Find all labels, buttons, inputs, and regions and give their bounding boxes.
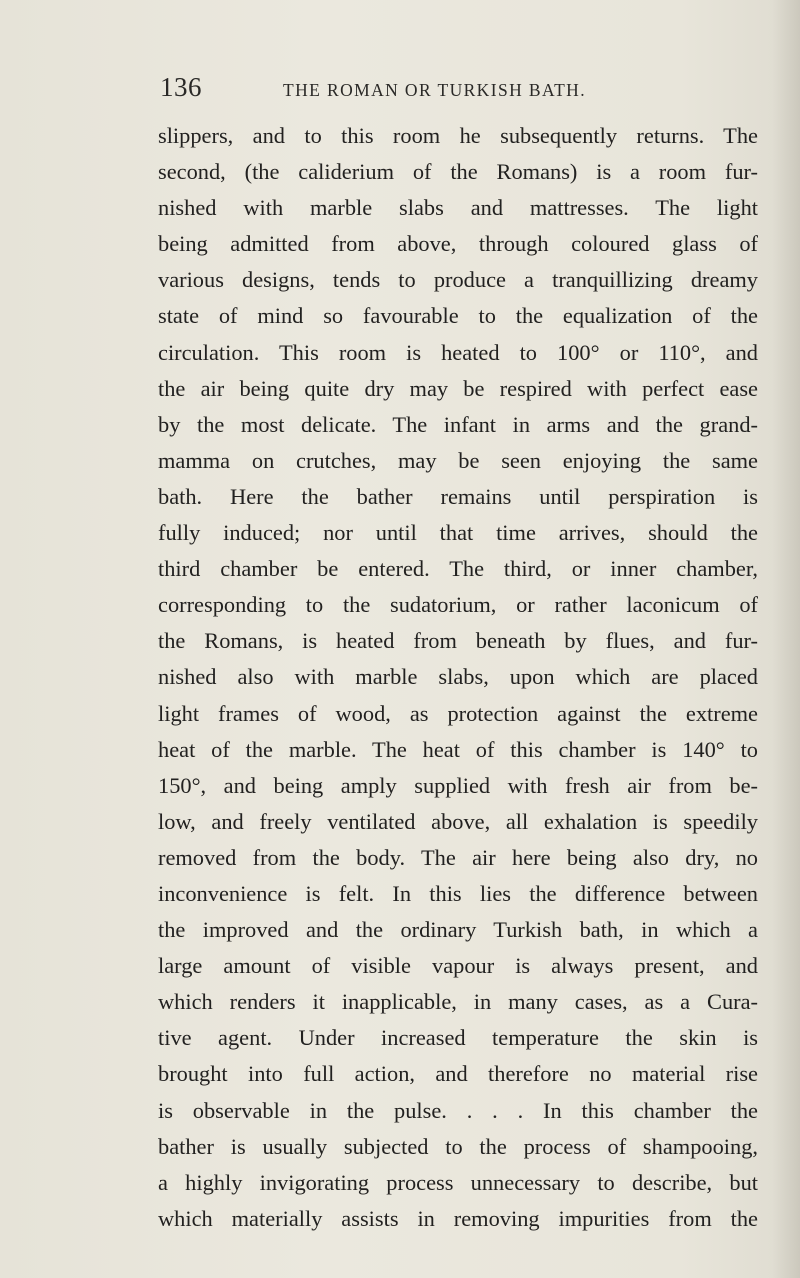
body-text — [158, 118, 758, 1237]
text-line: removed from the body. The air here being also dry, no — [158, 844, 758, 870]
text-line: which renders it inapplicable, in many cases, as a Cura- — [158, 989, 758, 1015]
text-line: 150°, and being amply supplied with fresh air from be- — [158, 772, 758, 798]
text-line: slippers, and to this room he subsequently returns. The — [158, 123, 758, 148]
text-line: nished also with marble slabs, upon which are placed — [158, 664, 758, 690]
text-line: second, (the caliderium of the Romans) is a room fur- — [158, 159, 758, 185]
text-line: the improved and the ordinary Turkish bath, in which a — [158, 917, 758, 943]
text-line: large amount of visible vapour is always present, and — [158, 953, 758, 979]
text-line: being admitted from above, through coloured glass of — [158, 231, 758, 257]
text-line: the air being quite dry may be respired with perfect ease — [158, 375, 758, 401]
text-line: mamma on crutches, may be seen enjoying the same — [158, 447, 758, 473]
text-line: light frames of wood, as protection against the extreme — [158, 700, 758, 726]
text-line: tive agent. Under increased temperature the skin is — [158, 1025, 758, 1051]
text-line: third chamber be entered. The third, or inner chamber, — [158, 556, 758, 582]
text-line: the Romans, is heated from beneath by flues, and fur- — [158, 628, 758, 654]
page-header — [0, 72, 800, 108]
page-number: 136 — [160, 72, 202, 102]
text-line: heat of the marble. The heat of this chamber is 140° to — [158, 736, 758, 762]
text-line: a highly invigorating process unnecessary to describe, but — [158, 1169, 758, 1195]
text-line: fully induced; nor until that time arrives, should the — [158, 520, 758, 546]
running-head: THE ROMAN OR TURKISH BATH. — [283, 80, 586, 100]
text-line: is observable in the pulse. . . . In this chamber the — [158, 1097, 758, 1123]
text-line: state of mind so favourable to the equalization of the — [158, 303, 758, 329]
page-edge-shadow — [772, 0, 800, 1278]
text-line: inconvenience is felt. In this lies the difference between — [158, 880, 758, 906]
text-line: bath. Here the bather remains until perspiration is — [158, 483, 758, 509]
text-line: low, and freely ventilated above, all exhalation is speedily — [158, 808, 758, 834]
text-line: bather is usually subjected to the process of shampooing, — [158, 1133, 758, 1159]
text-line: which materially assists in removing impurities from the — [158, 1205, 758, 1231]
text-line: nished with marble slabs and mattresses. The light — [158, 195, 758, 221]
text-line: brought into full action, and therefore no material rise — [158, 1061, 758, 1087]
text-line: corresponding to the sudatorium, or rather laconicum of — [158, 592, 758, 618]
text-line: circulation. This room is heated to 100° or 110°, and — [158, 339, 758, 365]
text-line: various designs, tends to produce a tranquillizing dreamy — [158, 267, 758, 293]
text-line: by the most delicate. The infant in arms and the grand- — [158, 411, 758, 437]
